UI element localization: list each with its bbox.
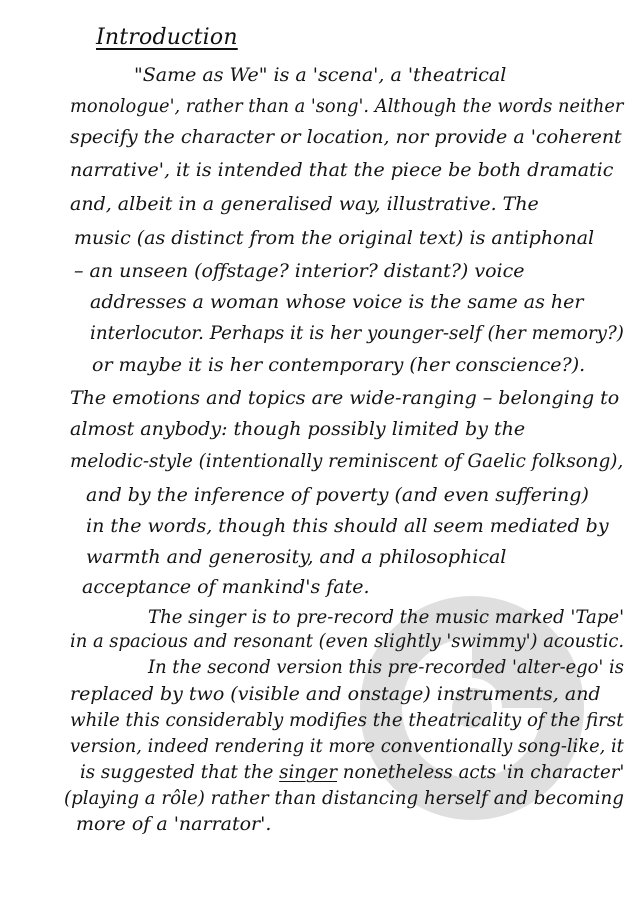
text-line: interlocutor. Perhaps it is her younger-self (her memory?): [90, 322, 624, 344]
text-line: warmth and generosity, and a philosophical: [86, 546, 507, 568]
text-line: (playing a rôle) rather than distancing herself and becoming: [64, 787, 624, 809]
text-line: In the second version this pre-recorded 'alter-ego' is: [148, 656, 624, 678]
text-line: or maybe it is her contemporary (her conscience?).: [92, 354, 586, 376]
text-segment: nonetheless acts 'in character': [337, 761, 625, 783]
text-line: The singer is to pre-record the music marked 'Tape': [148, 606, 625, 628]
text-line: and, albeit in a generalised way, illustrative. The: [70, 193, 539, 215]
text-line: specify the character or location, nor provide a 'coherent: [70, 126, 622, 148]
text-line: while this considerably modifies the theatricality of the first: [70, 709, 624, 731]
text-line: replaced by two (visible and onstage) instruments, and: [70, 683, 601, 705]
text-line: narrative', it is intended that the piece be both dramatic: [70, 159, 614, 181]
text-segment: is suggested that the: [80, 761, 280, 783]
underlined-word: singer: [279, 761, 338, 783]
text-line: and by the inference of poverty (and even suffering): [86, 484, 589, 506]
text-line: monologue', rather than a 'song'. Although the words neither: [70, 95, 624, 117]
text-line: music (as distinct from the original text) is antiphonal: [74, 227, 595, 249]
text-line: [80, 759, 624, 785]
text-line: almost anybody: though possibly limited by the: [70, 418, 526, 440]
text-line: more of a 'narrator'.: [76, 813, 272, 835]
text-line: The emotions and topics are wide-ranging – belonging to: [70, 387, 620, 409]
text-line: addresses a woman whose voice is the same as her: [90, 291, 584, 313]
page-title: Introduction: [96, 25, 238, 50]
text-line: – an unseen (offstage? interior? distant?) voice: [74, 260, 525, 282]
text-line: acceptance of mankind's fate.: [82, 576, 370, 598]
text-line: "Same as We" is a 'scena', a 'theatrical: [134, 64, 507, 86]
text-line: melodic-style (intentionally reminiscent of Gaelic folksong),: [70, 450, 624, 472]
text-line: in the words, though this should all seem mediated by: [86, 515, 609, 537]
text-line: in a spacious and resonant (even slightly 'swimmy') acoustic.: [70, 630, 625, 652]
text-line: version, indeed rendering it more conventionally song-like, it: [70, 735, 624, 757]
